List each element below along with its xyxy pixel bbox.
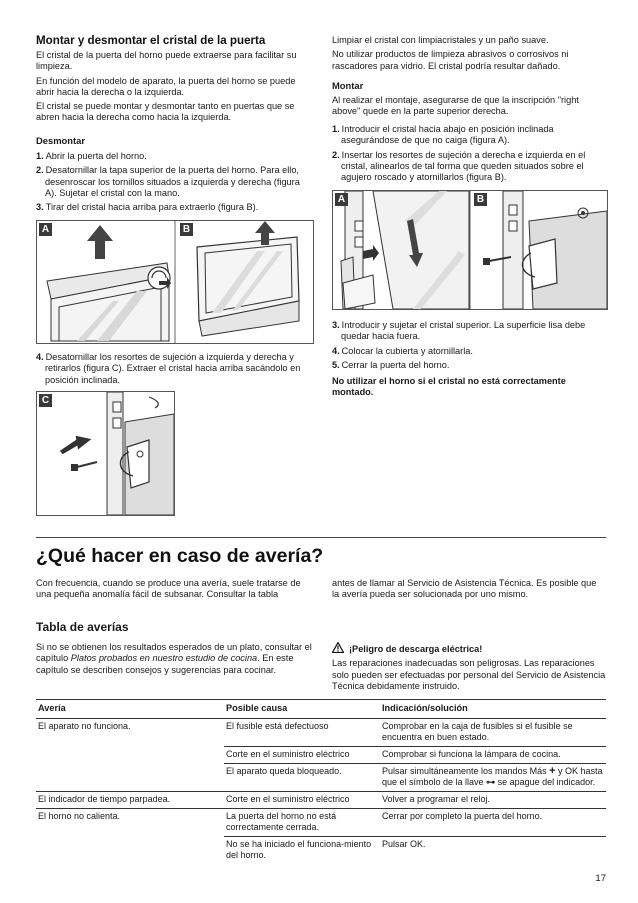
solution-cell: Pulsar OK. [382,839,426,849]
mount-illustration [333,191,607,309]
figure-label-b: B [180,223,193,236]
step-4 [36,352,312,386]
cause-cell: El aparato queda bloqueado. [224,764,380,792]
step-item [332,360,606,371]
step-text: Colocar la cubierta y atornillarla. [341,345,473,356]
cause-cell: Corte en el suministro eléctrico [224,747,380,764]
figure-desmontar-c [36,391,175,516]
column-header: Indicación/solución [380,700,606,719]
table-row [36,792,606,809]
page-title-averia: ¿Qué hacer en caso de avería? [36,545,324,567]
montar-heading: Montar [332,80,364,91]
step-text: Introducir y sujetar el cristal superior. La superficie lisa debe quedar hacia fuera. [341,320,586,342]
column-header: Avería [36,700,224,719]
intro-text-start: Si no se obtienen los resultados esperados de un plato, consultar el capítulo [36,642,312,664]
clip-illustration [37,392,174,515]
mount-warning: No utilizar el horno si el cristal no está correctamente montado. [332,376,566,398]
solution-cell: Volver a programar el reloj. [380,792,606,809]
step-text: Desatornillar la tapa superior de la puerta del horno. Para ello, desenroscar los tornillos situados a izquierda y derecha (figura A). Sujetar el cristal con la mano. [45,165,300,198]
cause-cell: No se ha iniciado el funciona-miento del horno. [226,839,372,860]
intro-text: antes de llamar al Servicio de Asistencia Técnica. Es posible que la avería pueda ser solucionada por uno mismo. [332,578,597,600]
step-text: Cerrar la puerta del horno. [341,359,450,370]
table-row [36,719,606,747]
solution-text: Pulsar simultáneamente los mandos Más [382,766,550,776]
step-text: Tirar del cristal hacia arriba para extraerlo (figura B). [45,202,259,213]
note-paragraph: Limpiar el cristal con limpiacristales y un paño suave. [332,35,549,45]
table-header-row [36,700,606,719]
figure-label-b: B [474,193,487,206]
solution-cell [380,764,606,792]
step-number: 1. [332,124,340,134]
montar-intro-text: Al realizar el montaje, asegurarse de que la inscripción "right above" quede en la parte superior derecha. [332,95,579,117]
step-number: 2. [332,149,340,160]
step-item [332,124,606,147]
step-text: Desatornillar los resortes de sujeción a izquierda y derecha y retirarlos (figura C). Extraer el cristal hacia arriba sacándolo en posición inclinada. [45,352,301,385]
step-text: Introducir el cristal hacia abajo en posición inclinada asegurándose de que no caiga (figura A). [341,124,554,146]
step-number: 1. [36,151,44,161]
solution-cell: Comprobar si funciona la lámpara de cocina. [380,747,606,764]
danger-text: Las reparaciones inadecuadas son peligrosas. Las reparaciones solo pueden ser efectuadas por personal del Servicio de Asistencia Técnica debidamente instruido. [332,658,606,691]
step-item [36,151,312,162]
fault-cell: El aparato no funciona. [36,719,224,792]
plus-symbol: + [549,765,556,777]
montar-intro [332,95,606,118]
key-icon: ⊶ [486,777,496,787]
step-item [36,352,312,386]
montar-steps-continued [332,320,606,399]
danger-notice [332,642,606,692]
cause-cell: Corte en el suministro eléctrico [224,792,380,809]
cleaning-notes [332,35,606,72]
step-number: 5. [332,359,340,370]
montar-steps [332,124,606,183]
step-item [36,202,312,213]
figure-label-a: A [39,223,52,236]
table-heading: Tabla de averías [36,620,129,634]
averia-intro-right [332,578,606,601]
cause-cell: El fusible está defectuoso [224,719,380,747]
chapter-reference: Platos probados en nuestro estudio de cocina [70,653,258,664]
fault-cell: El horno no calienta. [38,811,121,821]
step-text: Insertar los resortes de sujeción a derecha e izquierda en el cristal, alinearlos de tal forma que queden situados sobre el agujero roscado y atornillarlos (figura B). [341,149,586,183]
solution-cell: Cerrar por completo la puerta del horno. [380,809,606,837]
figure-label-a: A [335,193,348,206]
section-title-montar: Montar y desmontar el cristal de la puerta [36,34,266,47]
solution-cell: Comprobar en la caja de fusibles si el fusible se encuentra en buen estado. [380,719,606,747]
figure-label-c: C [39,394,52,407]
step-item [332,320,606,343]
figure-montar-ab [332,190,608,310]
step-text: Abrir la puerta del horno. [45,151,147,161]
desmontar-steps [36,151,312,213]
table-row [36,809,606,837]
averia-intro-left [36,578,312,601]
danger-title: ¡Peligro de descarga eléctrica! [349,644,483,654]
page-number: 17 [595,873,606,884]
step-number: 2. [36,165,44,176]
intro-paragraph: En función del modelo de aparato, la puerta del horno se puede abrir hacia la derecha o la izquierda. [36,75,296,97]
step-item [332,150,606,184]
solution-text: se apague del indicador. [495,777,596,787]
table-intro [36,642,312,676]
section-divider [36,537,606,538]
column-header: Posible causa [224,700,380,719]
solution-text: y OK hasta que el símbolo de la llave [382,766,603,787]
warning-triangle-icon [332,642,344,653]
intro-text: Con frecuencia, cuando se produce una avería, suele tratarse de una pequeña anomalía fácil de subsanar. Consultar la tabla [36,578,301,600]
figure-desmontar-ab [36,220,314,344]
intro-paragraph: El cristal se puede montar y desmontar tanto en puertas que se abren hacia la derecha como hacia la izquierda. [36,101,295,123]
step-number: 4. [332,345,340,356]
intro-paragraph: El cristal de la puerta del horno puede extraerse para facilitar su limpieza. [36,50,297,72]
note-paragraph: No utilizar productos de limpieza abrasivos o corrosivos ni rascadores para vidrio. El cristal podría resultar dañado. [332,49,569,71]
table-intro-text [36,642,312,676]
step-number: 3. [332,320,340,330]
door-illustration [37,221,313,343]
fault-cell: El indicador de tiempo parpadea. [36,792,224,809]
intro-text-end: . En este capítulo se describen consejos y sugerencias para cocinar. [36,653,294,675]
step-number: 3. [36,202,44,213]
section1-intro [36,50,312,124]
danger-title-line [332,642,606,655]
step-item [36,165,312,199]
cause-cell: La puerta del horno no está correctamente cerrada. [224,809,380,837]
step-item [332,346,606,357]
step-number: 4. [36,352,44,362]
fault-table [36,699,606,864]
desmontar-heading: Desmontar [36,135,85,146]
